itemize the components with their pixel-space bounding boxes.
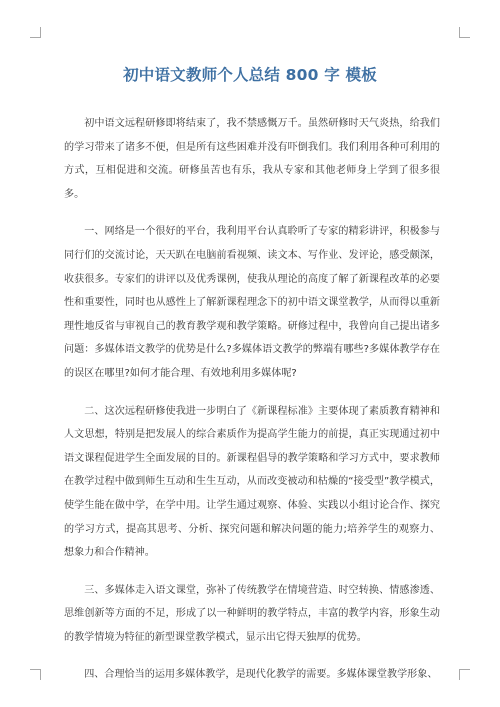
paragraph-section-1: 一、网络是一个很好的平台，我利用平台认真聆听了专家的精彩讲评，积极参与同行们的交流讨论，天天趴在电脑前看视频、读文本、写作业、发评论，感受颇深，收获很多。专家们的讲评以及优秀课例，使我从理论的高度了解了新课程改革的必要性和重要性，同时也从感性上了解新课程理念下的初中语文课堂教学，从而得以重新理性地反省与审视自己的教育教学观和教学策略。研修过程中，我曾向自己提出诸多问题：多媒体语文教学的优势是什么?多媒体语文教学的弊端有哪些?多媒体教学存在的误区在哪里?如何才能合理、有效地利用多媒体呢? [64, 226, 440, 379]
crop-mark-bottom-right [459, 669, 470, 680]
crop-mark-top-right [459, 27, 470, 38]
document-body [64, 112, 440, 701]
document-title: 初中语文教师个人总结 800 字 模板 [123, 66, 377, 84]
paragraph-section-2: 二、这次远程研修使我进一步明白了《新课程标准》主要体现了素质教育精神和人文思想，特别是把发展人的综合素质作为提高学生能力的前提，真正实现通过初中语文课程促进学生全面发展的目的。新课程倡导的教学策略和学习方式中，要求教师在教学过程中做到师生互动和生生互动，从而改变被动和枯燥的“接受型”教学模式，使学生能在做中学，在学中用。让学生通过观察、体验、实践以小组讨论合作、探究的学习方式，提高其思考、分析、探究问题和解决问题的能力;培养学生的观察力、想象力和合作精神。 [64, 405, 440, 559]
paragraph-section-3: 三、多媒体走入语文课堂，弥补了传统教学在情境营造、时空转换、情感渗透、思维创新等方面的不足，形成了以一种鲜明的教学特点，丰富的教学内容，形象生动的教学情境为特征的新型课堂教学模式，显示出它得天独厚的优势。 [64, 584, 440, 643]
paragraph-intro: 初中语文远程研修即将结束了，我不禁感慨万千。虽然研修时天气炎热，给我们的学习带来了诸多不便，但是所有这些困难并没有吓倒我们。我们利用各种可利用的方式，互相促进和交流。研修虽苦也有乐，我从专家和其他老师身上学到了很多很多。 [64, 118, 440, 200]
crop-mark-bottom-left [30, 669, 41, 680]
crop-mark-top-left [30, 27, 41, 38]
paragraph-section-4: 四、合理恰当的运用多媒体教学，是现代化教学的需要。多媒体课堂教学形象、 [84, 669, 438, 681]
